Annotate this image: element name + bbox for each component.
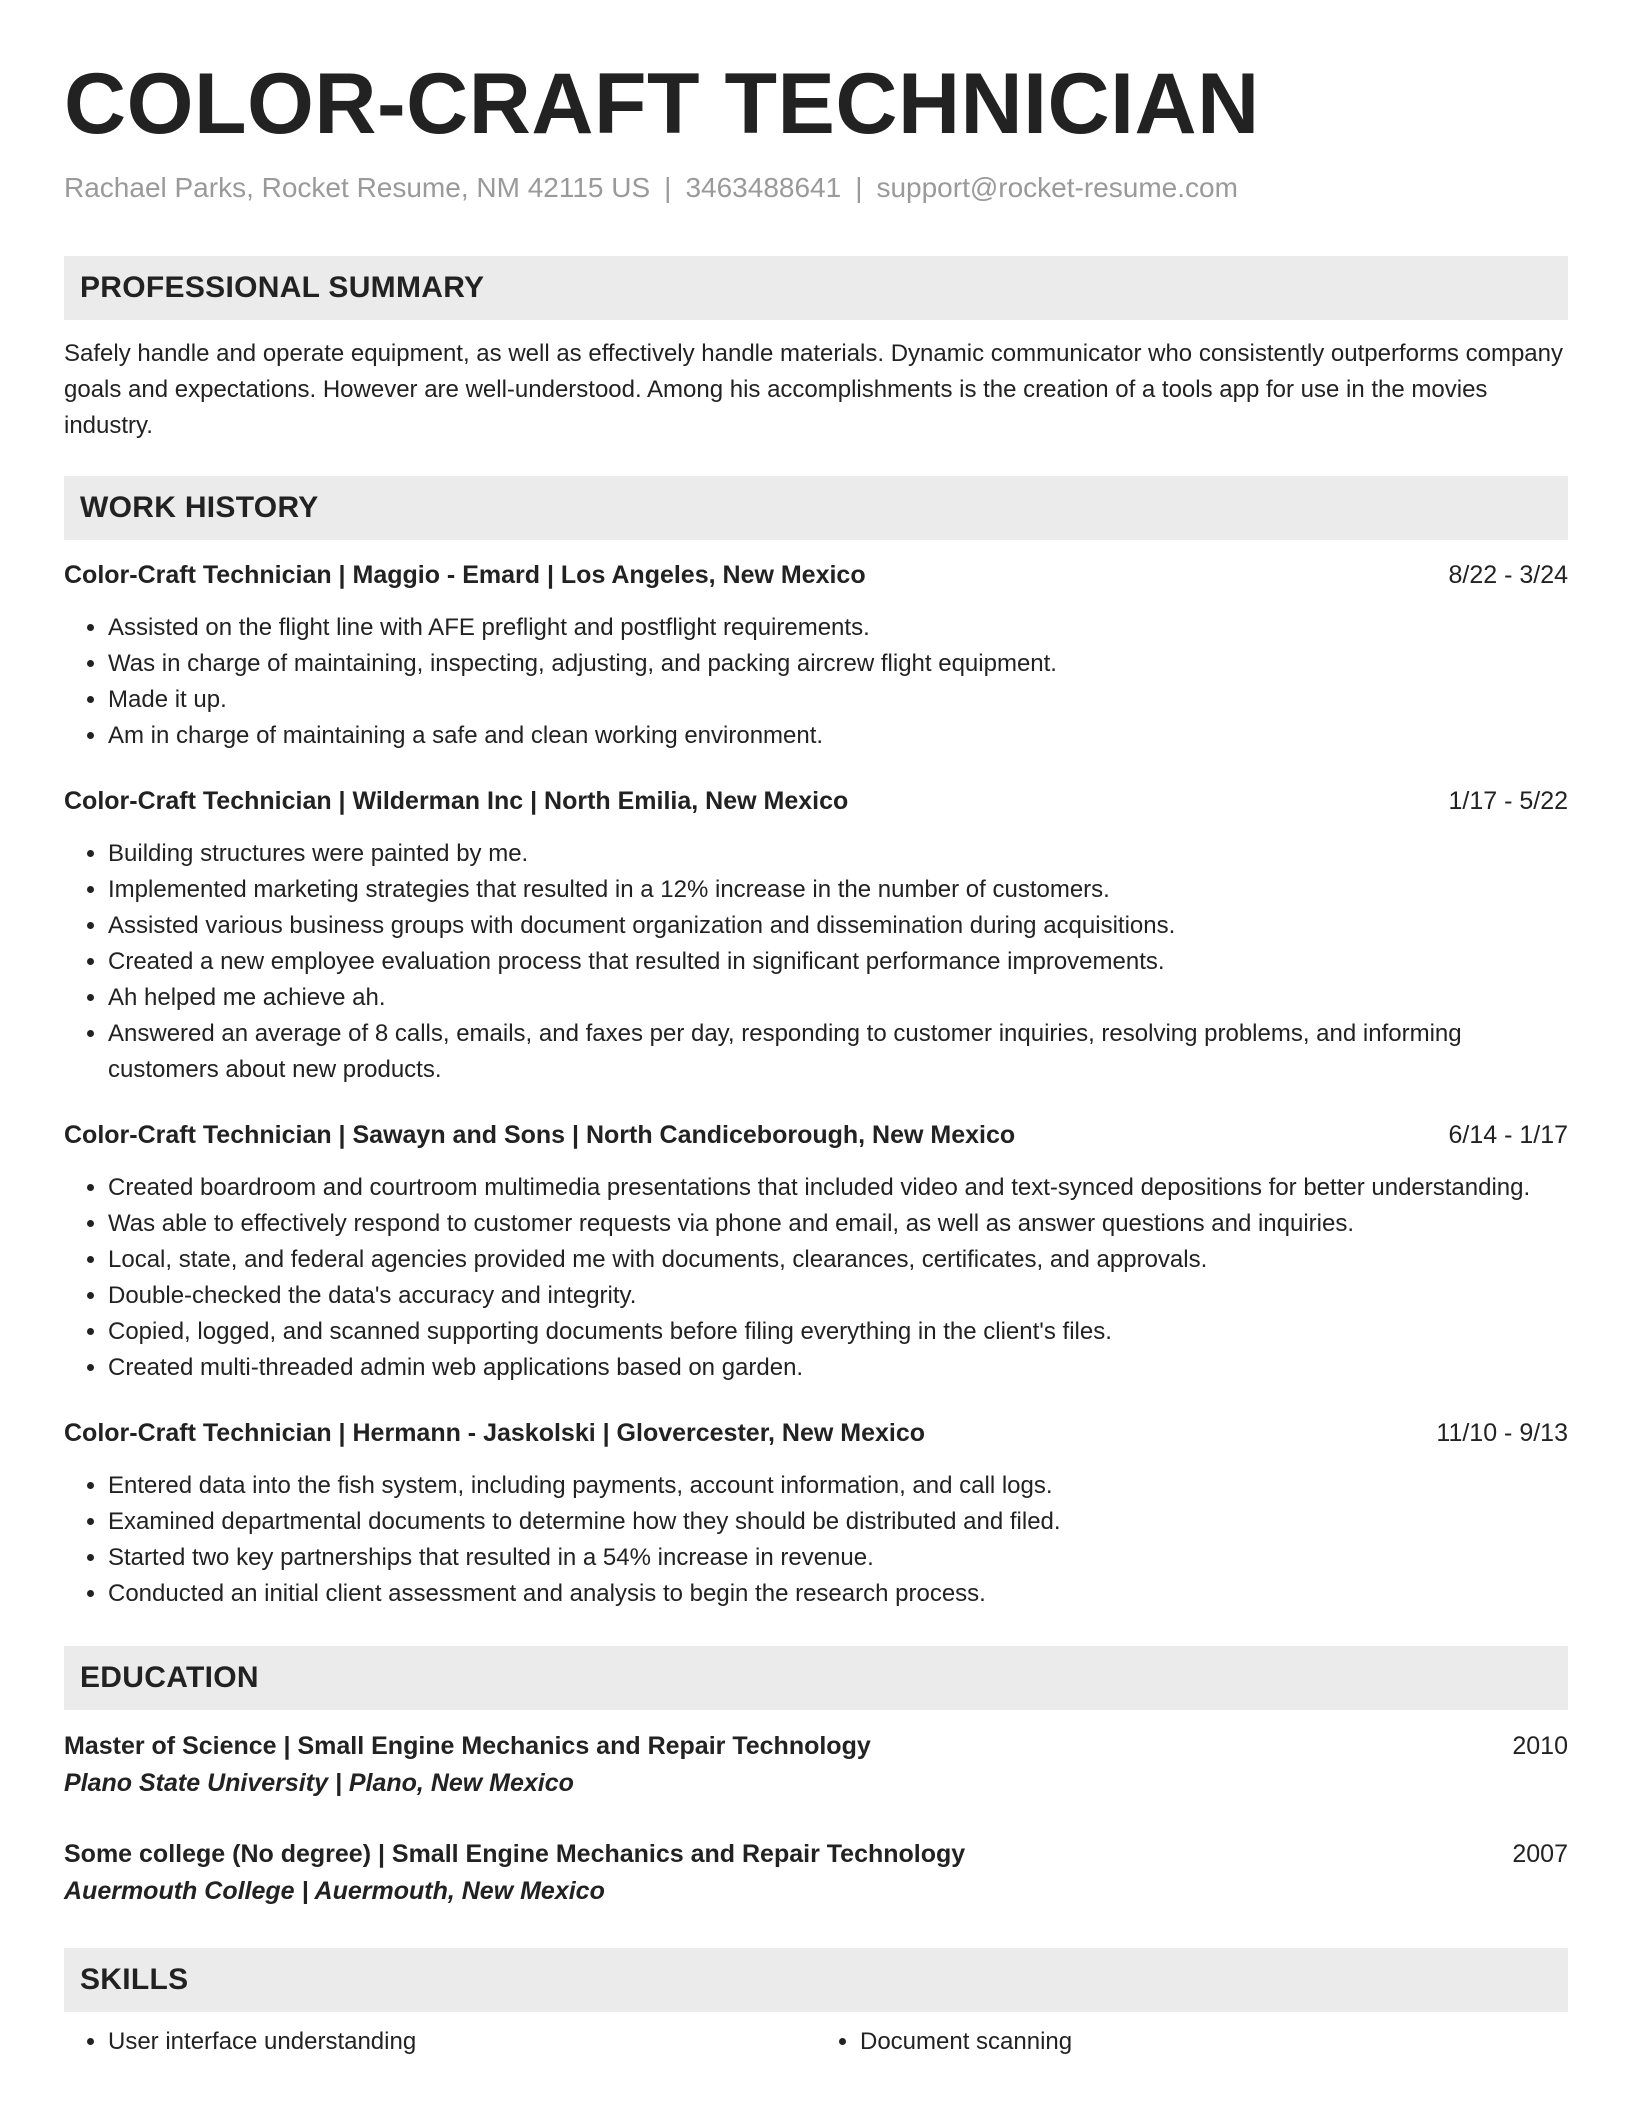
job-bullet: • Assisted various business groups with document organization and dissemination during acquisitions.	[108, 908, 1568, 944]
contact-line	[64, 170, 1568, 206]
contact-phone: 3463488641	[685, 172, 842, 203]
contact-email: support@rocket-resume.com	[876, 172, 1238, 203]
job-bullet: • Was in charge of maintaining, inspecting, adjusting, and packing aircrew flight equipment.	[108, 646, 1568, 682]
education-header	[64, 1728, 1568, 1764]
job-bullet: • Answered an average of 8 calls, emails, and faxes per day, responding to customer inquiries, resolving problems, and informing customers about new products.	[108, 1016, 1568, 1088]
section-header-work-history: WORK HISTORY	[64, 476, 1568, 540]
job-bullet: • Building structures were painted by me.	[108, 836, 1568, 872]
education-entry	[64, 1836, 1568, 1910]
job-entry	[64, 1118, 1568, 1386]
job-bullets	[64, 610, 1568, 754]
contact-address: Rachael Parks, Rocket Resume, NM 42115 US	[64, 172, 651, 203]
summary-text: Safely handle and operate equipment, as well as effectively handle materials. Dynamic communicator who consistently outperforms company goals and expectations. However are well-understood. Among his accomplishments is the creation of a tools app for use in the movies industry.	[64, 340, 1563, 439]
job-title: Color-Craft Technician | Sawayn and Sons | North Candiceborough, New Mexico	[64, 1121, 1016, 1149]
section-header-summary: PROFESSIONAL SUMMARY	[64, 256, 1568, 320]
job-bullets	[64, 836, 1568, 1088]
job-title: Color-Craft Technician | Hermann - Jaskolski | Glovercester, New Mexico	[64, 1419, 926, 1447]
job-dates: 1/17 - 5/22	[1448, 787, 1568, 815]
job-bullet: • Conducted an initial client assessment and analysis to begin the research process.	[108, 1576, 1568, 1612]
job-bullet: • Created a new employee evaluation process that resulted in significant performance improvements.	[108, 944, 1568, 980]
resume-title: COLOR-CRAFT TECHNICIAN	[64, 56, 1260, 152]
job-dates: 6/14 - 1/17	[1448, 1121, 1568, 1149]
education-entry	[64, 1728, 1568, 1802]
job-bullets	[64, 1170, 1568, 1386]
education-degree: Master of Science | Small Engine Mechanics and Repair Technology	[64, 1732, 871, 1760]
job-bullet: • Double-checked the data's accuracy and integrity.	[108, 1278, 1568, 1314]
job-bullet: • Started two key partnerships that resulted in a 54% increase in revenue.	[108, 1540, 1568, 1576]
job-bullet: • Examined departmental documents to determine how they should be distributed and filed.	[108, 1504, 1568, 1540]
education-school: Auermouth College | Auermouth, New Mexico	[64, 1877, 605, 1905]
job-bullet: • Was able to effectively respond to customer requests via phone and email, as well as answer questions and inquiries.	[108, 1206, 1568, 1242]
job-title: Color-Craft Technician | Maggio - Emard | Los Angeles, New Mexico	[64, 561, 866, 589]
skills-list	[64, 2024, 1568, 2060]
job-bullet: • Assisted on the flight line with AFE preflight and postflight requirements.	[108, 610, 1568, 646]
education-header	[64, 1836, 1568, 1872]
job-dates: 11/10 - 9/13	[1436, 1419, 1568, 1447]
job-bullet: • Local, state, and federal agencies provided me with documents, clearances, certificates, and approvals.	[108, 1242, 1568, 1278]
job-bullets	[64, 1468, 1568, 1612]
education-school: Plano State University | Plano, New Mexico	[64, 1769, 574, 1797]
job-entry	[64, 558, 1568, 754]
section-header-education: EDUCATION	[64, 1646, 1568, 1710]
job-title: Color-Craft Technician | Wilderman Inc | North Emilia, New Mexico	[64, 787, 849, 815]
job-header	[64, 558, 1568, 592]
section-header-skills: SKILLS	[64, 1948, 1568, 2012]
job-header	[64, 1416, 1568, 1450]
skills-column-left	[64, 2024, 816, 2060]
job-entry	[64, 1416, 1568, 1612]
skills-column-right	[816, 2024, 1568, 2060]
contact-separator: |	[855, 172, 863, 203]
job-bullet: • Entered data into the fish system, including payments, account information, and call logs.	[108, 1468, 1568, 1504]
contact-separator: |	[664, 172, 672, 203]
skill-item: • Document scanning	[860, 2024, 1568, 2060]
job-dates: 8/22 - 3/24	[1448, 561, 1568, 589]
job-entry	[64, 784, 1568, 1088]
job-bullet: • Implemented marketing strategies that resulted in a 12% increase in the number of customers.	[108, 872, 1568, 908]
skill-item: • User interface understanding	[108, 2024, 816, 2060]
job-bullet: • Created multi-threaded admin web applications based on garden.	[108, 1350, 1568, 1386]
education-degree: Some college (No degree) | Small Engine Mechanics and Repair Technology	[64, 1840, 966, 1868]
job-bullet: • Am in charge of maintaining a safe and clean working environment.	[108, 718, 1568, 754]
job-bullet: • Ah helped me achieve ah.	[108, 980, 1568, 1016]
job-header	[64, 784, 1568, 818]
job-bullet: • Created boardroom and courtroom multimedia presentations that included video and text-synced depositions for better understanding.	[108, 1170, 1568, 1206]
education-year: 2010	[1512, 1732, 1568, 1760]
job-bullet: • Made it up.	[108, 682, 1568, 718]
job-header	[64, 1118, 1568, 1152]
education-year: 2007	[1512, 1840, 1568, 1868]
job-bullet: • Copied, logged, and scanned supporting documents before filing everything in the client's files.	[108, 1314, 1568, 1350]
